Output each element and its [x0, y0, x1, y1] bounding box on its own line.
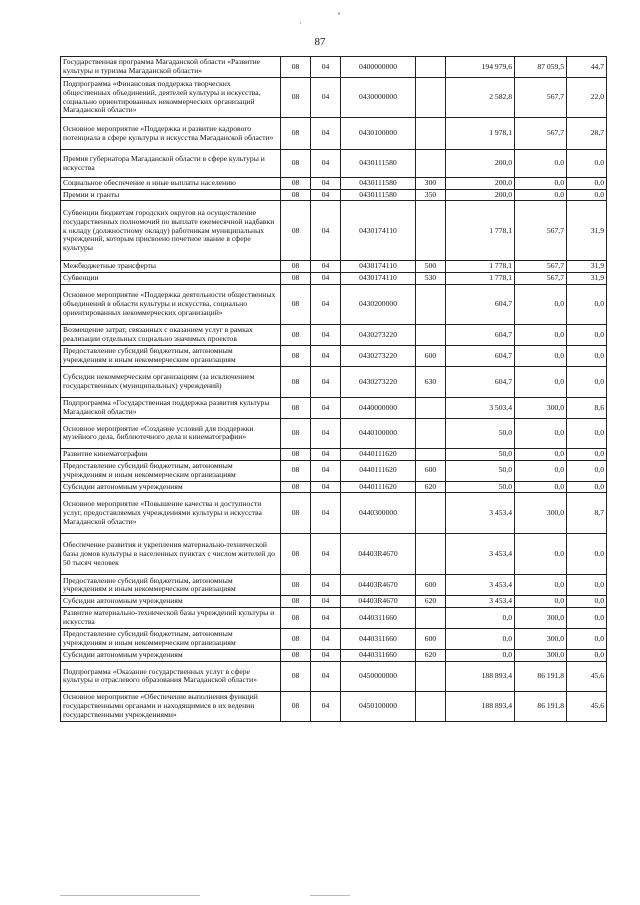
- cell-execution-percent: 0,0: [567, 284, 607, 324]
- scan-speck: [310, 895, 350, 896]
- cell-planned-amount: 3 503,4: [446, 397, 515, 418]
- cell-section: 08: [281, 629, 311, 650]
- cell-target-article: 0430111580: [341, 189, 416, 201]
- cell-section: 08: [281, 178, 311, 190]
- table-row: [61, 596, 607, 608]
- cell-section: 08: [281, 273, 311, 285]
- cell-execution-percent: 22,0: [567, 78, 607, 118]
- cell-planned-amount: 200,0: [446, 178, 515, 190]
- table-row: [61, 324, 607, 345]
- cell-name: Подпрограмма «Государственная поддержка развития культуры Магаданской области»: [61, 397, 281, 418]
- cell-target-article: 0430200000: [341, 284, 416, 324]
- cell-executed-amount: 0,0: [515, 418, 567, 448]
- cell-executed-amount: 0,0: [515, 189, 567, 201]
- cell-target-article: 0430100000: [341, 118, 416, 150]
- cell-subsection: 04: [311, 366, 341, 397]
- cell-execution-percent: 45,6: [567, 661, 607, 691]
- table-row: [61, 57, 607, 78]
- table-row: [61, 273, 607, 285]
- cell-executed-amount: 567,7: [515, 201, 567, 261]
- cell-section: 08: [281, 448, 311, 460]
- cell-expense-type: [416, 324, 446, 345]
- cell-subsection: 04: [311, 481, 341, 493]
- cell-execution-percent: 45,6: [567, 691, 607, 721]
- cell-expense-type: [416, 534, 446, 575]
- cell-expense-type: 500: [416, 261, 446, 273]
- scan-speck: [300, 22, 301, 24]
- cell-target-article: 0440000000: [341, 397, 416, 418]
- page-number: 87: [314, 36, 326, 48]
- cell-target-article: 0400000000: [341, 57, 416, 78]
- cell-subsection: 04: [311, 118, 341, 150]
- cell-execution-percent: 0,0: [567, 189, 607, 201]
- cell-execution-percent: 31,9: [567, 261, 607, 273]
- cell-target-article: 04403R4670: [341, 596, 416, 608]
- cell-target-article: 0430273220: [341, 345, 416, 366]
- cell-executed-amount: 87 059,5: [515, 57, 567, 78]
- cell-executed-amount: 0,0: [515, 596, 567, 608]
- cell-section: 08: [281, 608, 311, 629]
- cell-target-article: 0430174110: [341, 201, 416, 261]
- table-row: [61, 460, 607, 481]
- cell-expense-type: [416, 418, 446, 448]
- cell-execution-percent: 44,7: [567, 57, 607, 78]
- cell-subsection: 04: [311, 345, 341, 366]
- cell-executed-amount: 86 191,8: [515, 691, 567, 721]
- cell-executed-amount: 0,0: [515, 575, 567, 596]
- cell-expense-type: [416, 201, 446, 261]
- cell-expense-type: [416, 397, 446, 418]
- cell-executed-amount: 567,7: [515, 118, 567, 150]
- cell-planned-amount: 50,0: [446, 460, 515, 481]
- cell-executed-amount: 300,0: [515, 650, 567, 662]
- cell-planned-amount: 188 893,4: [446, 661, 515, 691]
- cell-name: Субсидии автономным учреждениям: [61, 650, 281, 662]
- cell-name: Премия губернатора Магаданской области в сфере культуры и искусства: [61, 150, 281, 178]
- table-body: [61, 57, 607, 722]
- cell-name: Основное мероприятие «Обеспечение выполнения функций государственными органами и находящимися в их ведении государственными учреждениями»: [61, 691, 281, 721]
- cell-target-article: 04403R4670: [341, 534, 416, 575]
- cell-executed-amount: 0,0: [515, 324, 567, 345]
- table-row: [61, 118, 607, 150]
- cell-planned-amount: 604,7: [446, 284, 515, 324]
- cell-executed-amount: 567,7: [515, 78, 567, 118]
- cell-expense-type: [416, 661, 446, 691]
- cell-subsection: 04: [311, 189, 341, 201]
- cell-planned-amount: 1 778,1: [446, 273, 515, 285]
- cell-subsection: 04: [311, 448, 341, 460]
- cell-name: Обеспечение развития и укрепления материально-технической базы домов культуры в населенных пунктах с числом жителей до 50 тысяч человек: [61, 534, 281, 575]
- table-row: [61, 366, 607, 397]
- cell-execution-percent: 0,0: [567, 534, 607, 575]
- cell-execution-percent: 31,9: [567, 273, 607, 285]
- cell-expense-type: 600: [416, 575, 446, 596]
- cell-execution-percent: 0,0: [567, 366, 607, 397]
- cell-execution-percent: 31,9: [567, 201, 607, 261]
- cell-execution-percent: 0,0: [567, 481, 607, 493]
- cell-subsection: 04: [311, 150, 341, 178]
- table-row: [61, 178, 607, 190]
- cell-execution-percent: 0,0: [567, 448, 607, 460]
- cell-executed-amount: 567,7: [515, 261, 567, 273]
- cell-name: Основное мероприятие «Поддержка и развитие кадрового потенциала в сфере культуры и искусства Магаданской области»: [61, 118, 281, 150]
- cell-planned-amount: 0,0: [446, 608, 515, 629]
- cell-target-article: 0440111620: [341, 448, 416, 460]
- table-row: [61, 284, 607, 324]
- cell-planned-amount: 1 978,1: [446, 118, 515, 150]
- cell-subsection: 04: [311, 324, 341, 345]
- table-row: [61, 650, 607, 662]
- cell-planned-amount: 604,7: [446, 324, 515, 345]
- cell-execution-percent: 0,0: [567, 178, 607, 190]
- cell-section: 08: [281, 596, 311, 608]
- cell-executed-amount: 0,0: [515, 534, 567, 575]
- cell-executed-amount: 0,0: [515, 345, 567, 366]
- cell-executed-amount: 0,0: [515, 460, 567, 481]
- cell-expense-type: [416, 118, 446, 150]
- cell-expense-type: [416, 284, 446, 324]
- cell-name: Развитие материально-технической базы учреждений культуры и искусства: [61, 608, 281, 629]
- cell-section: 08: [281, 691, 311, 721]
- cell-planned-amount: 50,0: [446, 481, 515, 493]
- cell-name: Государственная программа Магаданской области «Развитие культуры и туризма Магаданской области»: [61, 57, 281, 78]
- cell-subsection: 04: [311, 178, 341, 190]
- scan-speck: [60, 895, 200, 896]
- cell-executed-amount: 0,0: [515, 448, 567, 460]
- cell-subsection: 04: [311, 284, 341, 324]
- cell-name: Субсидии автономным учреждениям: [61, 596, 281, 608]
- cell-section: 08: [281, 78, 311, 118]
- cell-planned-amount: 3 453,4: [446, 534, 515, 575]
- cell-target-article: 0430273220: [341, 366, 416, 397]
- cell-name: Развитие кинематографии: [61, 448, 281, 460]
- table-row: [61, 629, 607, 650]
- cell-executed-amount: 300,0: [515, 629, 567, 650]
- cell-target-article: 0440111620: [341, 481, 416, 493]
- cell-execution-percent: 0,0: [567, 460, 607, 481]
- cell-name: Возмещение затрат, связанных с оказанием услуг в рамках реализации отдельных социально значимых проектов: [61, 324, 281, 345]
- table-row: [61, 78, 607, 118]
- cell-execution-percent: 0,0: [567, 596, 607, 608]
- table-row: [61, 150, 607, 178]
- cell-section: 08: [281, 418, 311, 448]
- cell-planned-amount: 2 582,8: [446, 78, 515, 118]
- table-row: [61, 661, 607, 691]
- cell-name: Социальное обеспечение и иные выплаты населению: [61, 178, 281, 190]
- table-row: [61, 261, 607, 273]
- cell-section: 08: [281, 481, 311, 493]
- cell-section: 08: [281, 118, 311, 150]
- cell-execution-percent: 8,7: [567, 493, 607, 534]
- cell-planned-amount: 200,0: [446, 189, 515, 201]
- cell-executed-amount: 86 191,8: [515, 661, 567, 691]
- cell-name: Подпрограмма «Финансовая поддержка творческих общественных объединений, деятелей культуры и искусства, социально ориентированных некоммерческих организаций Магаданской области»: [61, 78, 281, 118]
- table-row: [61, 575, 607, 596]
- table-row: [61, 481, 607, 493]
- cell-section: 08: [281, 397, 311, 418]
- cell-name: Субсидии некоммерческим организациям (за исключением государственных (муниципальных) учреждений): [61, 366, 281, 397]
- cell-planned-amount: 194 979,6: [446, 57, 515, 78]
- cell-executed-amount: 0,0: [515, 481, 567, 493]
- cell-name: Предоставление субсидий бюджетным, автономным учреждениям и иным некоммерческим организациям: [61, 629, 281, 650]
- cell-name: Субвенции: [61, 273, 281, 285]
- cell-name: Премии и гранты: [61, 189, 281, 201]
- cell-target-article: 0430273220: [341, 324, 416, 345]
- cell-executed-amount: 0,0: [515, 284, 567, 324]
- cell-subsection: 04: [311, 57, 341, 78]
- cell-execution-percent: 28,7: [567, 118, 607, 150]
- cell-expense-type: [416, 448, 446, 460]
- cell-expense-type: [416, 57, 446, 78]
- cell-executed-amount: 567,7: [515, 273, 567, 285]
- cell-section: 08: [281, 284, 311, 324]
- cell-subsection: 04: [311, 78, 341, 118]
- table-row: [61, 418, 607, 448]
- cell-name: Предоставление субсидий бюджетным, автономным учреждениям и иным некоммерческим организациям: [61, 345, 281, 366]
- cell-target-article: 0450100000: [341, 691, 416, 721]
- table-row: [61, 397, 607, 418]
- cell-planned-amount: 604,7: [446, 345, 515, 366]
- cell-subsection: 04: [311, 534, 341, 575]
- cell-execution-percent: 8,6: [567, 397, 607, 418]
- cell-target-article: 0430000000: [341, 78, 416, 118]
- cell-planned-amount: 50,0: [446, 418, 515, 448]
- cell-expense-type: 620: [416, 650, 446, 662]
- cell-subsection: 04: [311, 575, 341, 596]
- cell-planned-amount: 3 453,4: [446, 596, 515, 608]
- cell-section: 08: [281, 366, 311, 397]
- cell-expense-type: [416, 78, 446, 118]
- cell-executed-amount: 0,0: [515, 150, 567, 178]
- cell-target-article: 0430111580: [341, 150, 416, 178]
- cell-name: Субвенции бюджетам городских округов на осуществление государственных полномочий по выплате ежемесячной надбавки к окладу (должностному окладу) работникам муниципальных учреждений, которым присвоено почетное звание в сфере культуры: [61, 201, 281, 261]
- table-row: [61, 189, 607, 201]
- cell-subsection: 04: [311, 261, 341, 273]
- cell-execution-percent: 0,0: [567, 608, 607, 629]
- cell-expense-type: 620: [416, 596, 446, 608]
- cell-target-article: 0430174110: [341, 273, 416, 285]
- cell-section: 08: [281, 534, 311, 575]
- cell-target-article: 0430111580: [341, 178, 416, 190]
- cell-planned-amount: 0,0: [446, 629, 515, 650]
- cell-name: Предоставление субсидий бюджетным, автономным учреждениям и иным некоммерческим организациям: [61, 460, 281, 481]
- cell-section: 08: [281, 57, 311, 78]
- table-row: [61, 345, 607, 366]
- cell-expense-type: 620: [416, 481, 446, 493]
- cell-section: 08: [281, 345, 311, 366]
- cell-section: 08: [281, 650, 311, 662]
- cell-subsection: 04: [311, 397, 341, 418]
- cell-execution-percent: 0,0: [567, 650, 607, 662]
- cell-section: 08: [281, 201, 311, 261]
- cell-expense-type: [416, 150, 446, 178]
- cell-name: Подпрограмма «Оказание государственных услуг в сфере культуры и отраслевого образования Магаданской области»: [61, 661, 281, 691]
- cell-section: 08: [281, 261, 311, 273]
- cell-section: 08: [281, 324, 311, 345]
- cell-name: Межбюджетные трансферты: [61, 261, 281, 273]
- table-row: [61, 201, 607, 261]
- cell-target-article: 0440100000: [341, 418, 416, 448]
- cell-expense-type: [416, 691, 446, 721]
- cell-target-article: 0440111620: [341, 460, 416, 481]
- cell-expense-type: 300: [416, 178, 446, 190]
- cell-planned-amount: 200,0: [446, 150, 515, 178]
- cell-executed-amount: 300,0: [515, 608, 567, 629]
- cell-name: Субсидии автономным учреждениям: [61, 481, 281, 493]
- cell-expense-type: 600: [416, 345, 446, 366]
- table-row: [61, 608, 607, 629]
- cell-planned-amount: 604,7: [446, 366, 515, 397]
- table-row: [61, 493, 607, 534]
- cell-section: 08: [281, 460, 311, 481]
- cell-execution-percent: 0,0: [567, 150, 607, 178]
- budget-table: [60, 56, 607, 722]
- cell-executed-amount: 300,0: [515, 493, 567, 534]
- cell-target-article: 0440311660: [341, 629, 416, 650]
- cell-section: 08: [281, 493, 311, 534]
- cell-planned-amount: 0,0: [446, 650, 515, 662]
- cell-target-article: 0440311660: [341, 650, 416, 662]
- cell-name: Основное мероприятие «Создание условий для поддержки музейного дела, библиотечного дела и кинематографии»: [61, 418, 281, 448]
- scan-speck: [338, 12, 340, 15]
- cell-executed-amount: 0,0: [515, 178, 567, 190]
- cell-expense-type: 630: [416, 366, 446, 397]
- cell-executed-amount: 0,0: [515, 366, 567, 397]
- cell-subsection: 04: [311, 629, 341, 650]
- cell-expense-type: 350: [416, 189, 446, 201]
- cell-target-article: 0440300000: [341, 493, 416, 534]
- cell-section: 08: [281, 150, 311, 178]
- cell-target-article: 0440311660: [341, 608, 416, 629]
- cell-section: 08: [281, 575, 311, 596]
- cell-subsection: 04: [311, 273, 341, 285]
- cell-name: Предоставление субсидий бюджетным, автономным учреждениям и иным некоммерческим организациям: [61, 575, 281, 596]
- cell-subsection: 04: [311, 201, 341, 261]
- cell-name: Основное мероприятие «Поддержка деятельности общественных объединений в области культуры и искусства, социально ориентированных некоммерческих организаций»: [61, 284, 281, 324]
- table-row: [61, 691, 607, 721]
- cell-planned-amount: 50,0: [446, 448, 515, 460]
- cell-target-article: 04403R4670: [341, 575, 416, 596]
- cell-target-article: 0450000000: [341, 661, 416, 691]
- cell-subsection: 04: [311, 493, 341, 534]
- table-row: [61, 534, 607, 575]
- cell-target-article: 0430174110: [341, 261, 416, 273]
- cell-planned-amount: 1 778,1: [446, 201, 515, 261]
- cell-section: 08: [281, 661, 311, 691]
- cell-expense-type: [416, 493, 446, 534]
- cell-section: 08: [281, 189, 311, 201]
- cell-subsection: 04: [311, 691, 341, 721]
- cell-subsection: 04: [311, 460, 341, 481]
- cell-name: Основное мероприятие «Повышение качества и доступности услуг, предоставляемых учреждениями культуры и искусства Магаданской области»: [61, 493, 281, 534]
- cell-planned-amount: 188 893,4: [446, 691, 515, 721]
- cell-expense-type: 600: [416, 460, 446, 481]
- cell-expense-type: [416, 608, 446, 629]
- cell-planned-amount: 3 453,4: [446, 493, 515, 534]
- cell-planned-amount: 1 778,1: [446, 261, 515, 273]
- cell-execution-percent: 0,0: [567, 345, 607, 366]
- cell-subsection: 04: [311, 418, 341, 448]
- cell-subsection: 04: [311, 661, 341, 691]
- cell-subsection: 04: [311, 650, 341, 662]
- cell-execution-percent: 0,0: [567, 629, 607, 650]
- cell-executed-amount: 300,0: [515, 397, 567, 418]
- cell-subsection: 04: [311, 608, 341, 629]
- table-row: [61, 448, 607, 460]
- cell-expense-type: 600: [416, 629, 446, 650]
- cell-subsection: 04: [311, 596, 341, 608]
- cell-execution-percent: 0,0: [567, 324, 607, 345]
- cell-execution-percent: 0,0: [567, 418, 607, 448]
- cell-expense-type: 530: [416, 273, 446, 285]
- cell-execution-percent: 0,0: [567, 575, 607, 596]
- cell-planned-amount: 3 453,4: [446, 575, 515, 596]
